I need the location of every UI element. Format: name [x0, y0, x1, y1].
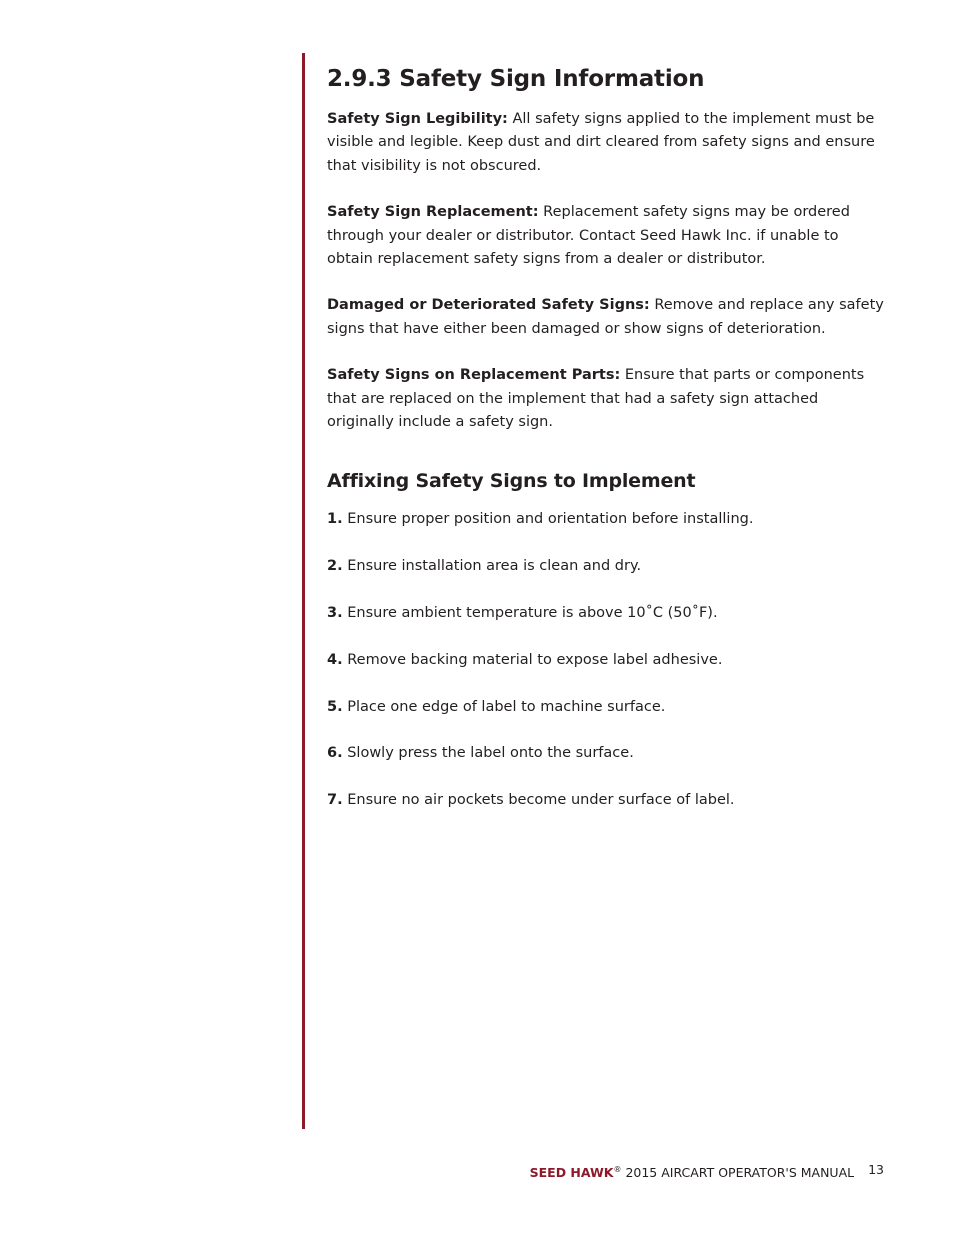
step-number: 4. — [327, 651, 343, 668]
step-text: Ensure ambient temperature is above 10˚C (50˚F). — [342, 605, 718, 622]
list-item — [327, 555, 887, 578]
step-text: Ensure installation area is clean and dry. — [342, 558, 642, 575]
paragraph-text: All safety signs applied to the implement must be visible and legible. Keep dust and dirt cleared from safety signs and ensure that visibility is not obscured. — [327, 111, 875, 174]
list-item — [327, 789, 887, 812]
step-text: Place one edge of label to machine surface. — [342, 698, 666, 715]
paragraph-damaged — [327, 294, 887, 341]
page-footer — [530, 1161, 884, 1182]
list-item — [327, 649, 887, 672]
step-number: 2. — [327, 558, 343, 575]
step-number: 1. — [327, 511, 343, 528]
steps-list — [327, 508, 887, 812]
paragraph-lead: Safety Sign Replacement: — [327, 204, 539, 221]
paragraph-replacement — [327, 201, 887, 271]
list-item — [327, 602, 887, 625]
registered-mark: ® — [613, 1165, 622, 1174]
footer-brand: SEED HAWK — [529, 1165, 614, 1181]
section-title: 2.9.3 Safety Sign Information — [327, 66, 705, 92]
step-number: 7. — [327, 792, 343, 809]
margin-rule — [302, 53, 305, 1129]
paragraph-legibility — [327, 108, 887, 178]
footer-manual-title: 2015 AIRCART OPERATOR'S MANUAL — [621, 1165, 855, 1181]
page-number: 13 — [868, 1162, 884, 1178]
step-number: 6. — [327, 745, 343, 762]
subsection-title: Affixing Safety Signs to Implement — [327, 470, 696, 493]
paragraph-lead: Safety Sign Legibility: — [327, 111, 508, 127]
paragraph-replacement-parts — [327, 364, 887, 434]
list-item — [327, 508, 887, 531]
paragraph-text: Ensure that parts or components that are replaced on the implement that had a safety sign attached originally include a safety sign. — [327, 367, 865, 431]
step-text: Ensure proper position and orientation before installing. — [342, 511, 754, 528]
step-text: Slowly press the label onto the surface. — [342, 745, 634, 762]
list-item — [327, 742, 887, 765]
paragraph-text: Remove and replace any safety signs that have either been damaged or show signs of deterioration. — [327, 297, 884, 337]
paragraph-text: Replacement safety signs may be ordered through your dealer or distributor. Contact Seed Hawk Inc. if unable to obtain replacement safety signs from a dealer or distributor. — [327, 204, 850, 268]
page-content — [327, 62, 887, 836]
paragraph-lead: Damaged or Deteriorated Safety Signs: — [327, 297, 650, 314]
list-item — [327, 696, 887, 719]
step-text: Remove backing material to expose label adhesive. — [342, 651, 723, 668]
step-number: 5. — [327, 698, 343, 715]
step-text: Ensure no air pockets become under surface of label. — [342, 792, 735, 809]
step-number: 3. — [327, 605, 343, 622]
paragraph-lead: Safety Signs on Replacement Parts: — [327, 367, 621, 384]
